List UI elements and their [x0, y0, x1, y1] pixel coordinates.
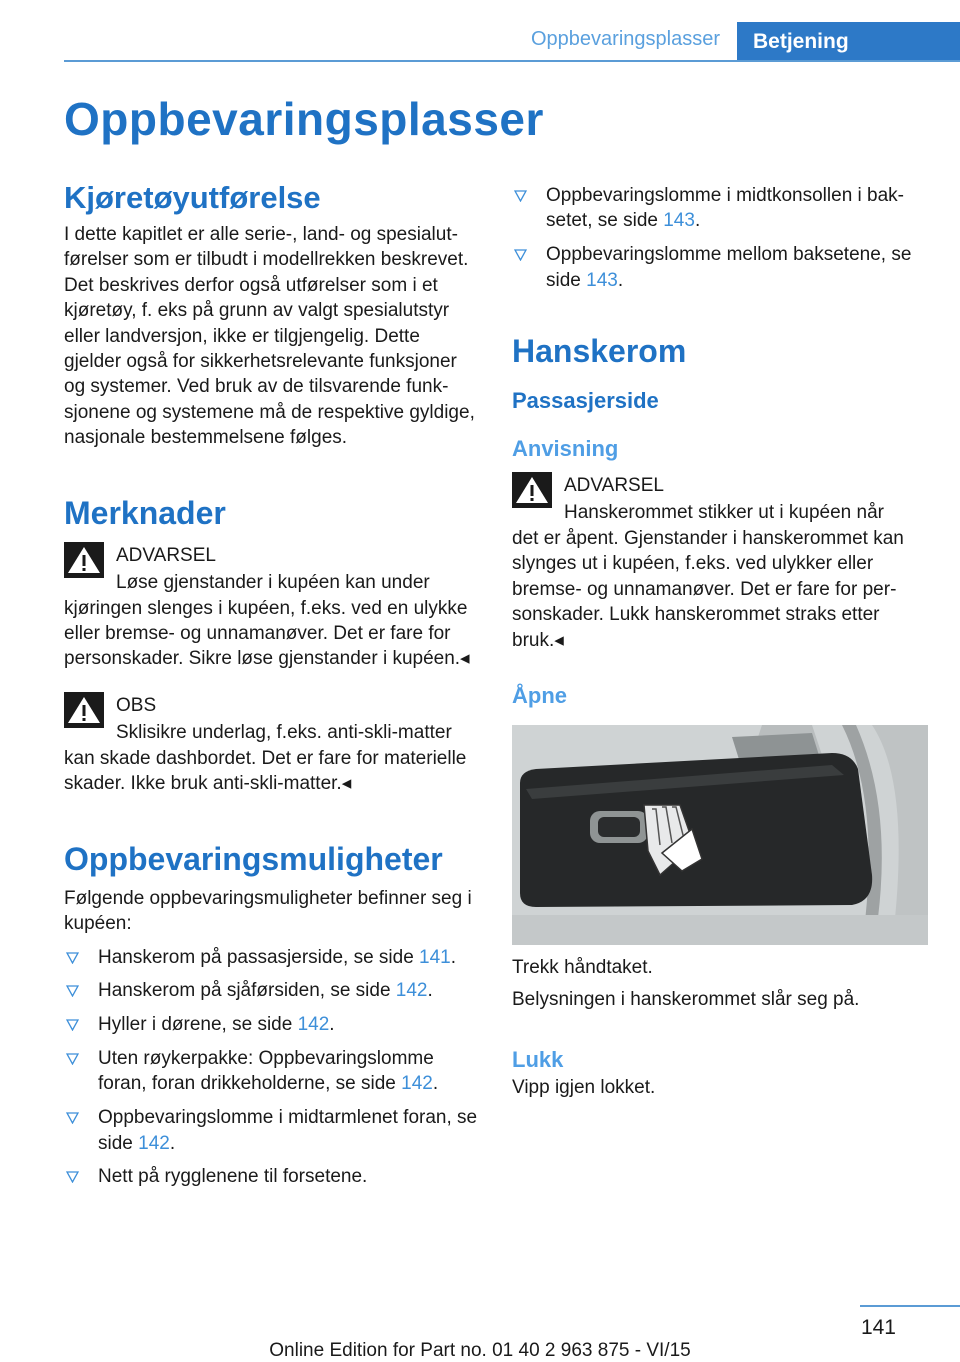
edition-footer: Online Edition for Part no. 01 40 2 963 875 - VI/15 [269, 1340, 691, 1361]
open-step-2: Belysningen i hanskerommet slår seg på. [512, 989, 860, 1011]
open-step-1: Trekk håndtaket. [512, 957, 653, 979]
list-item [512, 183, 926, 234]
warning-3-first-line: Hanskerommet stikker ut i kupéen når [564, 502, 884, 524]
options-heading: Oppbevaringsmuligheter [64, 840, 443, 877]
page-link[interactable]: 141 [419, 946, 451, 968]
list-item-text: Hanskerom på sjåførsiden, se side [98, 980, 396, 1002]
left-column [64, 180, 478, 1198]
list-item [512, 242, 926, 293]
footer-rule [860, 1305, 960, 1307]
list-item [64, 945, 478, 970]
warning-3-title: ADVARSEL [564, 475, 664, 497]
list-item-end: . [427, 980, 433, 1002]
page-link[interactable]: 142 [297, 1014, 330, 1036]
options-intro: Følgende oppbevaringsmuligheter befinner seg i kupéen: [64, 887, 472, 935]
list-item-end: . [169, 1132, 176, 1154]
triangle-bullet-icon [66, 1053, 79, 1065]
list-item-text: Oppbevaringslomme mellom baksetene, se side [546, 244, 912, 291]
triangle-bullet-icon [66, 1171, 79, 1183]
triangle-bullet-icon [514, 190, 527, 202]
warning-1-first-line: Løse gjenstander i kupéen kan under [116, 571, 430, 593]
list-item-text: Hyller i dørene, se side [98, 1014, 298, 1036]
warning-block-3 [512, 472, 926, 653]
list-item [64, 1046, 478, 1097]
list-item-text: Oppbevaringslomme i midtkonsollen i baksetet, se side [546, 185, 904, 232]
list-item [64, 1164, 478, 1189]
list-item [64, 1012, 478, 1037]
triangle-bullet-icon [66, 952, 79, 964]
warning-triangle-icon [512, 472, 552, 508]
page-link[interactable]: 143 [586, 269, 618, 291]
glovebox-subheading: Passasjerside [512, 388, 659, 414]
warning-block-2 [64, 692, 478, 797]
list-item-end: . [617, 269, 624, 291]
warning-3-text: det er åpent. Gjenstander i hanskerommet kan slynges ut i kupéen, f.eks. ved ulykker eller bremse- og unnamanøver. Det er fare for personskader. Lukk hanskerommet straks etter bruk.◂ [512, 528, 904, 651]
page-link[interactable]: 142 [138, 1132, 170, 1154]
list-item-text: Nett på rygglenene til forsetene. [98, 1166, 368, 1188]
glovebox-handle-photo [512, 725, 928, 945]
page-link[interactable]: 142 [395, 980, 428, 1002]
list-item [64, 1105, 478, 1156]
notes-heading: Merknader [64, 494, 226, 531]
page-number: 141 [860, 1316, 896, 1339]
warning-triangle-icon [64, 692, 104, 728]
list-item-end: . [450, 946, 457, 968]
warning-2-title: OBS [116, 694, 157, 716]
list-item-end: . [329, 1014, 335, 1036]
warning-2-first-line: Sklisikre underlag, f.eks. anti-skli-matter [116, 721, 452, 743]
glovebox-heading: Hanskerom [512, 333, 687, 370]
close-text: Vipp igjen lokket. [512, 1076, 656, 1098]
options-list-continued [512, 183, 926, 293]
list-item-end: . [694, 210, 701, 232]
page-link[interactable]: 142 [401, 1073, 433, 1095]
list-item-text: Hanskerom på passasjerside, se side [98, 946, 420, 968]
warning-block-1 [64, 542, 478, 672]
triangle-bullet-icon [66, 985, 79, 997]
triangle-bullet-icon [66, 1019, 79, 1031]
list-item-end: . [432, 1073, 439, 1095]
running-header-section: Oppbevaringsplasser [531, 28, 720, 50]
running-header-tab: Betjening [737, 22, 960, 62]
vehicle-heading: Kjøretøyutførelse [64, 180, 321, 215]
page-link[interactable]: 143 [663, 210, 695, 232]
triangle-bullet-icon [514, 249, 527, 261]
warning-2-text: kan skade dashbordet. Det er fare for materielle skader. Ikke bruk anti-skli-matter.◂ [64, 747, 467, 795]
warning-1-title: ADVARSEL [116, 544, 216, 566]
page-title: Oppbevaringsplasser [64, 93, 544, 145]
options-list [64, 945, 478, 1190]
open-heading: Åpne [512, 683, 567, 709]
warning-1-text: kjøringen slenges i kupéen, f.eks. ved en ulykke eller bremse- og unnamanøver. Det er fare for personskader. Sikre løse gjenstander i kupéen.◂ [64, 597, 470, 670]
vehicle-text: I dette kapitlet er alle serie-, land- og spesialutførelser som er tilbudt i modellrekken beskrevet. Det beskrives derfor også utførelser som i et kjøretøy, f. eks på grunn av valgt spesialutstyr eller landversjon, ikke er tilgjengelig. Dette gjelder også for sikkerhetsrelevante funksjoner og systemer. Ved bruk av de tilsvarende funksjonene og systemene må de respektive gyldige, nasjonale bestemmelsene følges. [64, 224, 475, 449]
list-item [64, 978, 478, 1003]
note-heading: Anvisning [512, 436, 619, 462]
close-heading: Lukk [512, 1046, 564, 1072]
right-column [512, 183, 926, 1100]
warning-triangle-icon [64, 542, 104, 578]
list-item-text: Oppbevaringslomme i midtarmlenet foran, se side [98, 1107, 478, 1154]
triangle-bullet-icon [66, 1112, 79, 1124]
list-item-text: Uten røykerpakke: Oppbevaringslomme foran, foran drikkeholderne, se side [98, 1047, 434, 1095]
header-rule [64, 60, 960, 62]
